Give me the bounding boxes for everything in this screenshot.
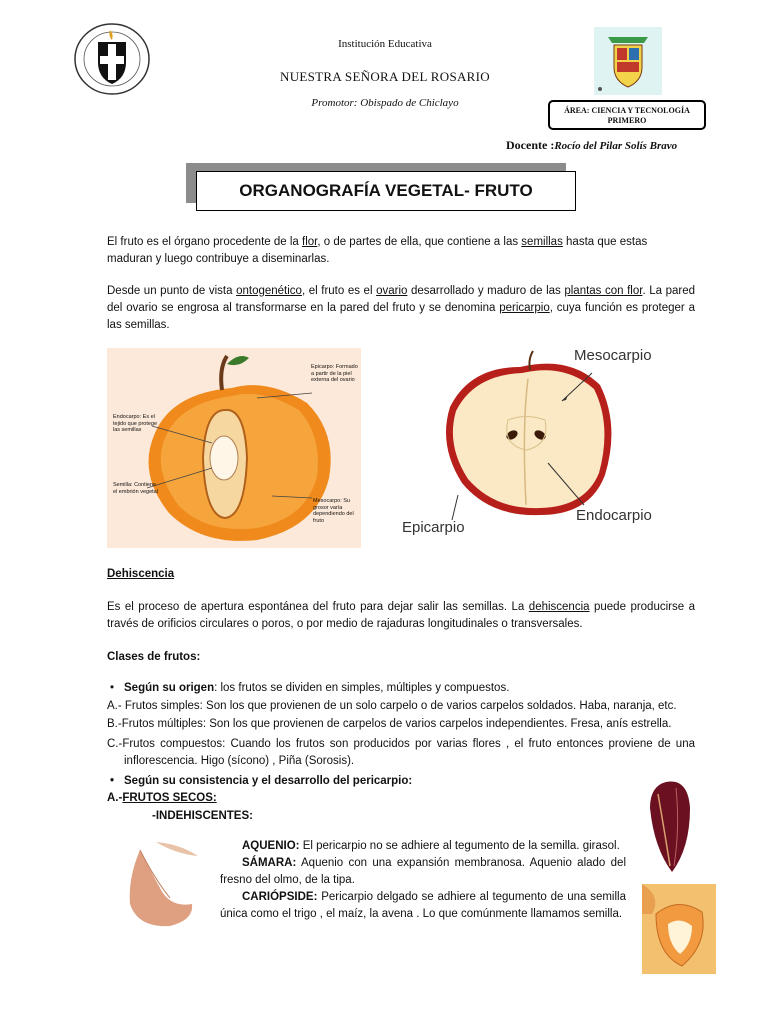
area-box [548, 100, 706, 130]
heading-indehiscentes: -INDEHISCENTES: [152, 810, 253, 822]
label-epicarpo: Epicarpo: Formado a partir de la piel externa del ovario [311, 364, 358, 383]
text-run: AQUENIO: [242, 840, 300, 852]
heading-frutos-secos [107, 790, 217, 807]
text-run: , o de partes de ella, que contiene a las [317, 236, 522, 248]
school-seal-logo [72, 22, 152, 97]
label-mesocarpo: Mesocarpo: Su grosor varía dependiendo del fruto [313, 498, 354, 524]
text-run: A.- [107, 792, 123, 804]
teacher-line [506, 137, 677, 155]
item-aquenio [220, 838, 626, 855]
label-epicarpio: Epicarpio [402, 519, 465, 536]
item-frutos-simples: A.- Frutos simples: Son los que provienen de un solo carpelo o de varios carpelos soldados. Haba, naranja, etc. [107, 700, 677, 712]
samara-seed-image [120, 838, 210, 930]
link-flor[interactable]: flor [302, 236, 318, 248]
item-samara [220, 855, 626, 889]
heading-dehiscencia: Dehiscencia [107, 568, 175, 580]
text-run: . La pared del ovario se engrosa al transformarse en la pared del fruto y se denomina [107, 285, 695, 314]
diocese-crest-logo [594, 27, 662, 95]
text-run: SÁMARA: [242, 857, 297, 869]
text-run: C.-Frutos compuestos: Cuando los frutos son producidos por varias flores , el fruto entonces proviene de una inflorescencia. Higo (sícono) , Piña (Sorosis). [107, 738, 695, 767]
bullet-origen [124, 680, 694, 697]
link-ontogenetico[interactable]: ontogenético [236, 285, 302, 297]
school-name: NUESTRA SEÑORA DEL ROSARIO [280, 69, 490, 84]
institution-label: Institución Educativa [338, 38, 432, 50]
teacher-label: Docente : [506, 138, 555, 152]
item-frutos-compuestos [107, 736, 695, 770]
fruit-diagram-apple [400, 345, 690, 545]
text-run: : los frutos se dividen en simples, múltiples y compuestos. [214, 682, 510, 694]
link-plantas-con-flor[interactable]: plantas con flor [564, 285, 643, 297]
link-ovario[interactable]: ovario [376, 285, 408, 297]
aquenio-seed-image [636, 778, 716, 876]
text-run: , cuya función es proteger a las semillas. [107, 302, 695, 331]
text-run: El pericarpio no se adhiere al tegumento de la semilla. girasol. [299, 840, 620, 852]
teacher-name: Rocío del Pilar Solís Bravo [554, 140, 678, 152]
label-semilla: Semilla: Contiene el embrión vegetal [113, 482, 158, 495]
text-run: puede producirse a través de orificios circulares o poros, o por medio de rajaduras longitudinales o transversales. [107, 601, 695, 630]
label-endocarpio: Endocarpio [576, 507, 652, 524]
heading-clases: Clases de frutos: [107, 651, 201, 663]
link-pericarpio[interactable]: pericarpio [499, 302, 550, 314]
text-run: Aquenio con una expansión membranosa. Aquenio alado del fresno del olmo, de la tipa. [220, 857, 626, 886]
bullet-consistencia: • Según su consistencia y el desarrollo del pericarpio: [124, 773, 694, 790]
text-run: Pericarpio delgado se adhiere al tegumento de una semilla única como el trigo , el maíz, la avena . Lo que comúnmente llamamos semilla. [220, 891, 626, 920]
intro-paragraph-2 [107, 283, 695, 334]
types-block [220, 838, 626, 923]
text-run: , el fruto es el [301, 285, 377, 297]
intro-paragraph-1 [107, 234, 695, 268]
item-frutos-multiples: B.-Frutos múltiples: Son los que provienen de carpelos de varios carpelos independientes. Fresa, anís estrella. [107, 718, 672, 730]
dehiscencia-paragraph [107, 599, 695, 633]
area-line1: ÁREA: CIENCIA Y TECNOLOGÍA [564, 106, 690, 115]
item-cariopside [220, 889, 626, 923]
link-dehiscencia[interactable]: dehiscencia [528, 601, 590, 613]
label-endocarpo: Endocarpo: Es el tejido que protege las semillas [113, 414, 158, 433]
promoter-label: Promotor: Obispado de Chiclayo [311, 97, 459, 109]
text-run: El fruto es el órgano procedente de la [107, 236, 302, 248]
cariopside-seed-image [642, 884, 716, 974]
label-mesocarpio: Mesocarpio [574, 347, 652, 364]
text-run: CARIÓPSIDE: [242, 891, 318, 903]
text-run: hasta que estas maduran y luego contribuye a diseminarlas. [107, 236, 648, 265]
page-title: ORGANOGRAFÍA VEGETAL- FRUTO [196, 171, 576, 211]
text-run: Es el proceso de apertura espontánea del fruto para dejar salir las semillas. La [107, 601, 529, 613]
text-run: desarrollado y maduro de las [407, 285, 565, 297]
link-semillas[interactable]: semillas [521, 236, 563, 248]
text-run: FRUTOS SECOS: [122, 792, 217, 804]
area-line2: PRIMERO [607, 116, 647, 125]
text-run: Según su origen [124, 682, 215, 694]
text-run: Desde un punto de vista [107, 285, 237, 297]
fruit-diagram-peach [107, 348, 361, 548]
